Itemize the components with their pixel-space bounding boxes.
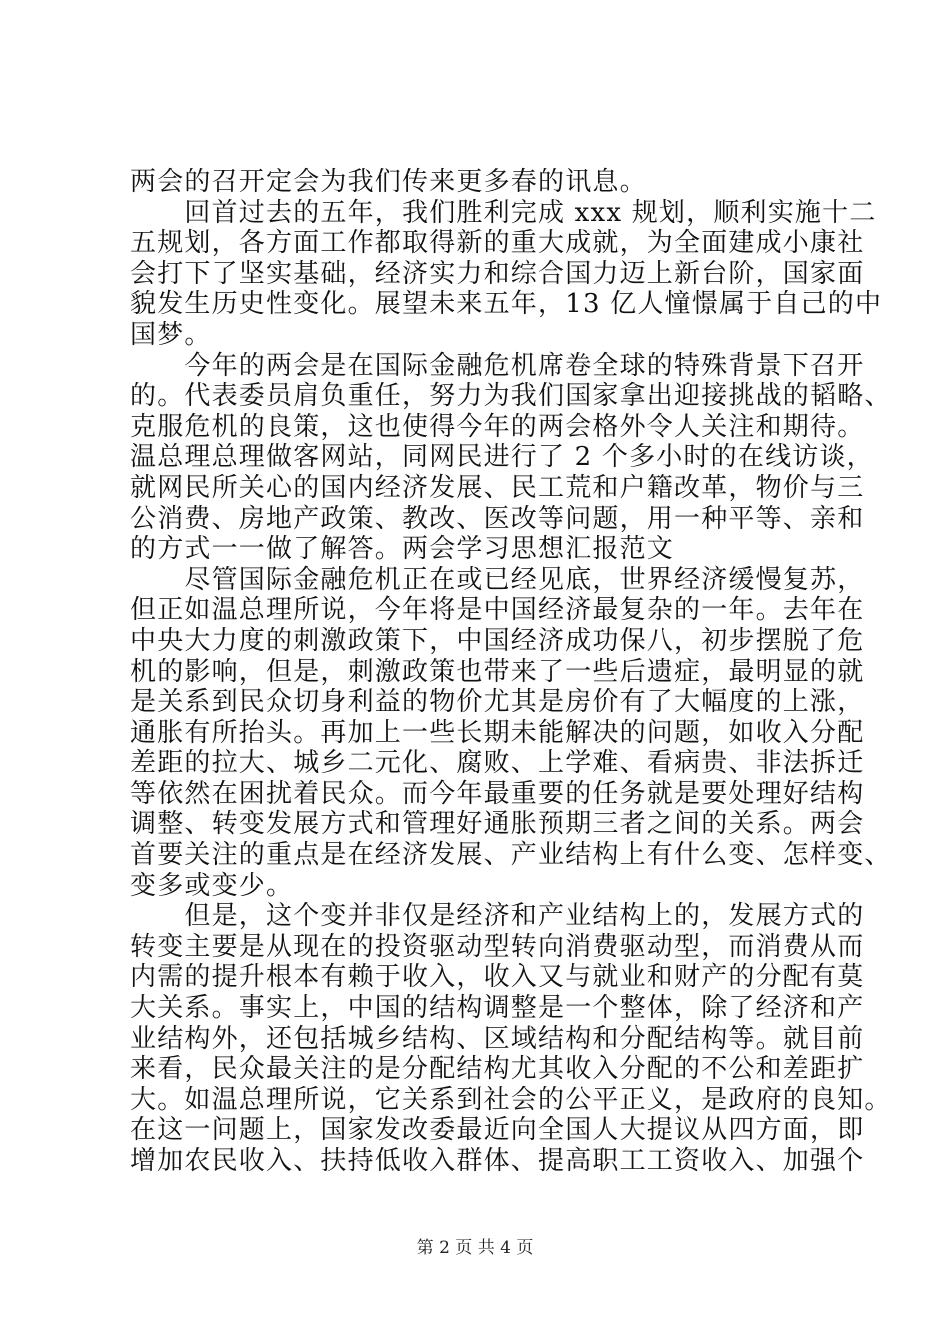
text-line: 来看，民众最关注的是分配结构尤其收入分配的不公和差距扩 (130, 1054, 865, 1085)
text-line: 但正如温总理所说，今年将是中国经济最复杂的一年。去年在 (130, 595, 865, 626)
page-number-footer: 第 2 页 共 4 页 (416, 1238, 534, 1258)
text-line: 增加农民收入、扶持低收入群体、提高职工工资收入、加强个 (130, 1146, 865, 1176)
text-line: 业结构外，还包括城乡结构、区域结构和分配结构等。就目前 (130, 1023, 865, 1054)
text-line: 中央大力度的刺激政策下，中国经济成功保八，初步摆脱了危 (130, 625, 865, 656)
text-line: 今年的两会是在国际金融危机席卷全球的特殊背景下召开 (130, 350, 865, 381)
text-line: 克服危机的良策，这也使得今年的两会格外令人关注和期待。 (130, 411, 865, 442)
text-line: 五规划，各方面工作都取得新的重大成就，为全面建成小康社 (130, 228, 865, 259)
text-line: 机的影响，但是，刺激政策也带来了一些后遗症，最明显的就 (130, 656, 865, 687)
body-text (130, 167, 892, 1177)
text-line: 国梦。 (130, 319, 212, 350)
text-line: 就网民所关心的国内经济发展、民工荒和户籍改革，物价与三 (130, 472, 865, 503)
text-line: 大。如温总理所说，它关系到社会的公平正义，是政府的良知。 (130, 1084, 892, 1115)
text-line: 转变主要是从现在的投资驱动型转向消费驱动型，而消费从而 (130, 931, 865, 962)
text-line: 等依然在困扰着民众。而今年最重要的任务就是要处理好结构 (130, 778, 865, 809)
text-line: 内需的提升根本有赖于收入，收入又与就业和财产的分配有莫 (130, 962, 865, 993)
text-line: 大关系。事实上，中国的结构调整是一个整体，除了经济和产 (130, 993, 865, 1024)
text-line: 回首过去的五年，我们胜利完成 xxx 规划，顺利实施十二 (130, 197, 877, 228)
text-line: 是关系到民众切身利益的物价尤其是房价有了大幅度的上涨， (130, 687, 865, 718)
text-line: 会打下了坚实基础，经济实力和综合国力迈上新台阶，国家面 (130, 258, 865, 289)
text-line: 公消费、房地产政策、教改、医改等问题，用一种平等、亲和 (130, 503, 865, 534)
text-line: 首要关注的重点是在经济发展、产业结构上有什么变、怎样变、 (130, 840, 892, 871)
text-line: 在这一问题上，国家发改委最近向全国人大提议从四方面，即 (130, 1115, 865, 1146)
text-line: 尽管国际金融危机正在或已经见底，世界经济缓慢复苏， (130, 564, 865, 595)
text-line: 温总理总理做客网站，同网民进行了 2 个多小时的在线访谈， (130, 442, 874, 473)
text-line: 差距的拉大、城乡二元化、腐败、上学难、看病贵、非法拆迁 (130, 748, 865, 779)
text-line: 貌发生历史性变化。展望未来五年，13 亿人憧憬属于自己的中 (130, 289, 883, 320)
text-line: 但是，这个变并非仅是经济和产业结构上的，发展方式的 (130, 901, 865, 932)
text-line: 通胀有所抬头。再加上一些长期未能解决的问题，如收入分配 (130, 717, 865, 748)
text-line: 变多或变少。 (130, 870, 294, 901)
text-line: 的方式一一做了解答。两会学习思想汇报范文 (130, 534, 675, 565)
text-line: 两会的召开定会为我们传来更多春的讯息。 (130, 167, 647, 197)
text-line: 调整、转变发展方式和管理好通胀预期三者之间的关系。两会 (130, 809, 865, 840)
text-line: 的。代表委员肩负重任，努力为我们国家拿出迎接挑战的韬略、 (130, 381, 892, 412)
